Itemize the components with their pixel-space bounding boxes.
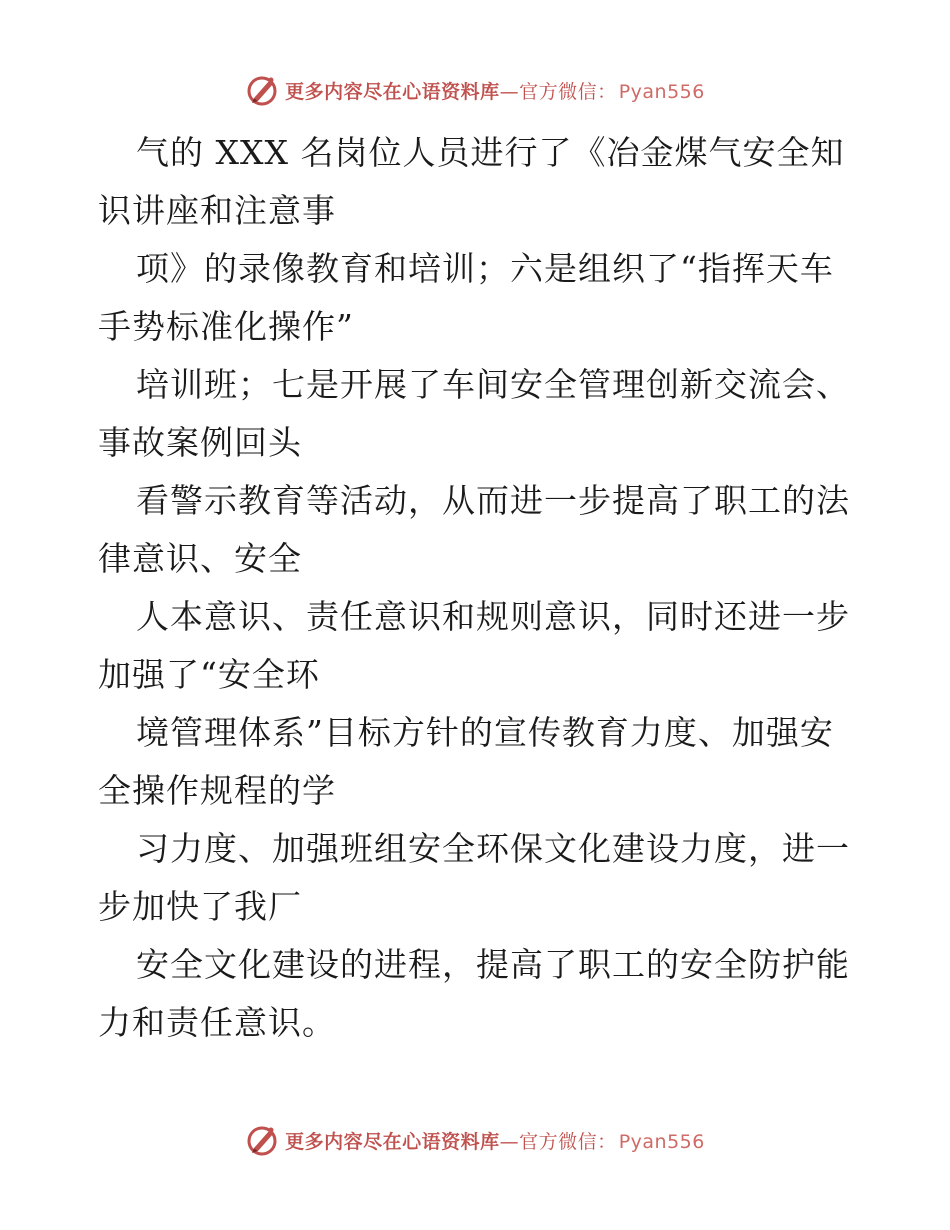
text-line: 培训班；七是开展了车间安全管理创新交流会、 — [136, 365, 850, 404]
text-line: 加强了“安全环 — [98, 655, 320, 694]
text-line: 力和责任意识。 — [98, 1003, 336, 1042]
banner-account: Pyan556 — [618, 80, 705, 103]
pen-logo-icon — [245, 1122, 281, 1158]
banner-site-name: 更多内容尽在心语资料库 — [285, 1130, 500, 1153]
document-body — [98, 124, 858, 1052]
banner-account: Pyan556 — [618, 1130, 705, 1153]
text-line: 律意识、安全 — [98, 539, 302, 578]
banner-text — [285, 1127, 705, 1154]
text-line: 看警示教育等活动，从而进一步提高了职工的法 — [136, 481, 850, 520]
banner-site-name: 更多内容尽在心语资料库 — [285, 80, 500, 103]
text-line: 全操作规程的学 — [98, 771, 336, 810]
text-line: 识讲座和注意事 — [98, 191, 336, 230]
text-line: 气的 XXX 名岗位人员进行了《冶金煤气安全知 — [136, 133, 845, 172]
banner-wechat-label: 官方微信： — [519, 80, 617, 103]
text-line: 手势标准化操作” — [98, 307, 354, 346]
text-line: 人本意识、责任意识和规则意识，同时还进一步 — [136, 597, 850, 636]
footer-banner — [0, 1120, 950, 1160]
text-line: 境管理体系”目标方针的宣传教育力度、加强安 — [136, 713, 834, 752]
text-line: 事故案例回头 — [98, 423, 302, 462]
text-line: 项》的录像教育和培训；六是组织了“指挥天车 — [136, 249, 834, 288]
pen-logo-icon — [245, 72, 281, 108]
text-line: 习力度、加强班组安全环保文化建设力度，进一 — [136, 829, 850, 868]
text-line: 步加快了我厂 — [98, 887, 302, 926]
header-banner — [0, 70, 950, 110]
text-line: 安全文化建设的进程，提高了职工的安全防护能 — [136, 945, 850, 984]
banner-dash: — — [499, 80, 520, 103]
banner-dash: — — [499, 1130, 520, 1153]
banner-text — [285, 77, 705, 104]
banner-wechat-label: 官方微信： — [519, 1130, 617, 1153]
